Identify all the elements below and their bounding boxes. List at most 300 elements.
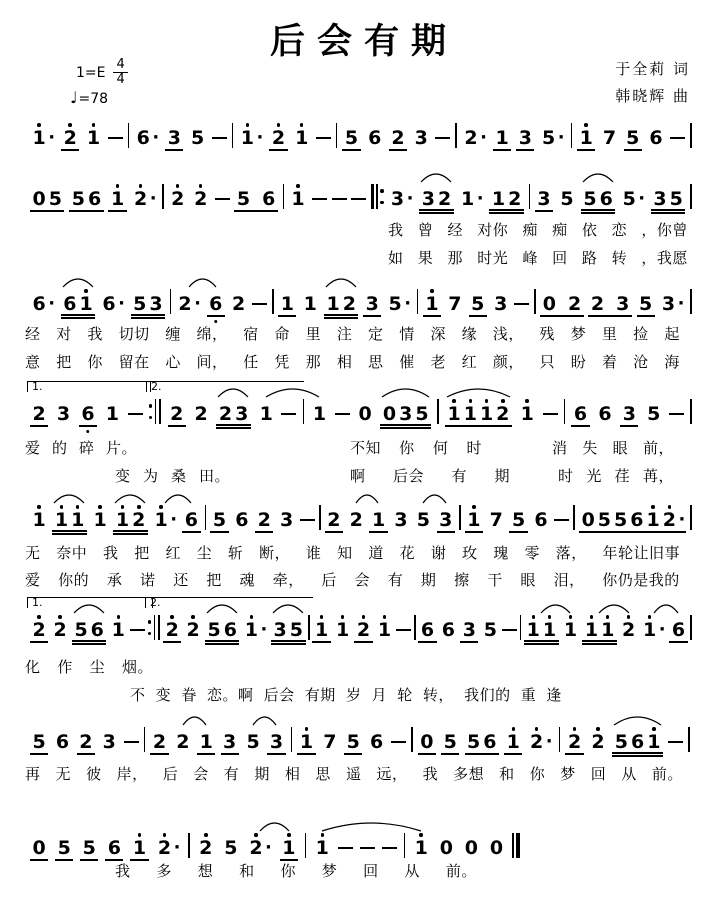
lyric-unit: 后会 [392, 467, 424, 485]
barline [688, 727, 690, 752]
note-group: 5 [483, 619, 497, 641]
note-group: 2 · [131, 184, 157, 209]
note-group: 2 [565, 727, 583, 755]
barline [162, 184, 164, 209]
lyric-unit: 恋 [611, 221, 628, 239]
lyric-unit: 消 [552, 439, 568, 457]
lyric-unit: 红 [461, 353, 478, 371]
volta-bracket: 1. [27, 597, 153, 608]
note-group: 3 [56, 403, 71, 425]
composer-credit: 韩晓辉 曲 [615, 87, 690, 105]
lyric-unit: 落， [555, 544, 587, 562]
note-row [30, 612, 692, 643]
volta-bracket: 1. [27, 381, 151, 392]
lyric-unit: 逢 [546, 686, 562, 704]
time-signature [113, 58, 127, 87]
note-group: 3 [535, 184, 553, 212]
lyric-unit: 轮 [397, 686, 413, 704]
dash [543, 413, 558, 415]
lyric-unit: 路 [581, 249, 598, 267]
note-group: 1 [412, 833, 430, 858]
note-group: 2 3 [588, 289, 631, 317]
barline [305, 833, 307, 858]
lyric-unit: 彼 [86, 765, 102, 783]
note-group: 5 [246, 731, 260, 753]
lyric-unit: 奈中 [56, 544, 88, 562]
lyric-unit: 眼 [520, 571, 536, 589]
dash [130, 629, 145, 631]
note-group: 2 [232, 293, 246, 315]
page-title: 后会有期 [269, 21, 458, 62]
lyric-row [130, 686, 562, 704]
lyric-unit: 从 [621, 765, 637, 783]
note-group: 2 [163, 615, 181, 643]
note-group: 1 [333, 615, 351, 640]
dash [391, 741, 406, 743]
note-group: 0 3 5 [380, 399, 431, 429]
lyric-unit: 桑 [170, 467, 187, 485]
note-group: 1 [259, 403, 273, 425]
note-group: 1 [303, 293, 317, 315]
note-group: 6 1 [61, 289, 95, 319]
lyric-unit: 谁 [305, 544, 322, 562]
note-group: 6 [534, 509, 548, 531]
lyric-unit: 作 [57, 658, 73, 676]
dash [300, 519, 315, 521]
note-group: 1 [293, 123, 311, 148]
lyric-unit: 海 [664, 353, 680, 371]
barline [690, 399, 692, 424]
lyric-unit: 尘 [89, 658, 106, 676]
lyric-unit: 把 [134, 544, 150, 562]
note-group: 2 [269, 123, 287, 151]
note-group: 2 · [247, 833, 273, 858]
lyric-unit: 颜， [492, 353, 524, 371]
barline [459, 505, 461, 530]
lyric-row [25, 353, 680, 371]
note-group: 6 · [32, 293, 56, 315]
lyric-row [25, 658, 153, 676]
dash [360, 847, 375, 849]
lyric-unit: 缘 [461, 325, 478, 343]
barline [529, 184, 531, 209]
dash [435, 137, 450, 139]
barline [170, 289, 172, 314]
note-group: 2 [184, 615, 202, 640]
note-group: 3 [437, 505, 455, 533]
lyric-unit: 前。 [651, 765, 683, 783]
lyric-unit: 爱 [25, 571, 41, 589]
barline-mark [158, 615, 161, 640]
volta-bracket: 2. [146, 381, 304, 392]
note-group: 1 [423, 289, 441, 317]
dash [108, 137, 123, 139]
note-group: 5 · [388, 293, 412, 315]
note-group: 3 [394, 509, 408, 531]
note-group: 1 [130, 833, 148, 861]
note-group: 3 [494, 293, 508, 315]
note-group: 2 · [155, 833, 181, 858]
barline [559, 727, 561, 752]
lyric-unit: 依 [581, 221, 598, 239]
lyric-unit: 多想 [453, 765, 485, 783]
note-group: 2 [169, 184, 187, 209]
barline [144, 727, 146, 752]
note-group: 6 [368, 127, 382, 149]
lyric-unit: 前。 [445, 862, 477, 880]
note-group: 5 [210, 505, 228, 533]
dash [382, 847, 397, 849]
lyric-unit: 牵， [272, 571, 304, 589]
lyric-unit: 回 [590, 765, 607, 783]
tempo-value: =78 [78, 91, 109, 107]
note-group: 1 2 [489, 184, 523, 214]
note-group: 1 [561, 615, 579, 640]
note-group: 6 [105, 833, 123, 861]
lyric-unit: 知 [337, 544, 353, 562]
lyric-unit: 再 [25, 765, 41, 783]
lyric-unit: 从 [404, 862, 421, 880]
note-group: 5 6 [205, 615, 239, 645]
slur-arcs [30, 817, 520, 833]
lyric-unit: 魂 [239, 571, 256, 589]
note-group: 1 [280, 833, 298, 861]
lyric-unit: 荏 [614, 467, 631, 485]
repeat-begin [371, 184, 384, 212]
lyric-unit: 峰 [522, 249, 538, 267]
music-line [30, 502, 692, 533]
lyric-unit: 相 [336, 353, 353, 371]
note-group: 3 · [661, 293, 685, 315]
note-group: 6 [207, 289, 225, 317]
lyric-unit: 我 [87, 325, 103, 343]
lyric-unit: 痴 [552, 221, 568, 239]
lyric-unit: 定 [368, 325, 384, 343]
lyric-unit: 转 [611, 249, 628, 267]
note-group: 1 [108, 184, 126, 212]
lyric-row [25, 765, 683, 783]
note-group: 2 [61, 123, 79, 151]
lyric-unit: 后会 [263, 686, 295, 704]
lyric-unit: 缠 [165, 325, 181, 343]
lyric-unit: 重 [520, 686, 537, 704]
note-group: 5 [441, 727, 459, 755]
lyric-unit: 起 [664, 325, 680, 343]
barline [690, 615, 692, 640]
note-group: 3 [414, 127, 428, 149]
barline-mark [159, 399, 162, 424]
note-group: 6 [370, 731, 384, 753]
lyric-unit: 碎 [78, 439, 95, 457]
note-row [30, 120, 692, 151]
note-group: 5 [416, 509, 430, 531]
dash [335, 413, 350, 415]
lyric-unit: 不 [130, 686, 146, 704]
lyric-unit: 有 [223, 765, 240, 783]
lyric-unit: 对你 [477, 221, 509, 239]
lyric-unit: 果 [417, 249, 434, 267]
lyric-unit: 着 [601, 353, 618, 371]
lyric-unit: 诺 [140, 571, 156, 589]
lyric-unit: 里 [305, 325, 322, 343]
lyric-unit: 你 [280, 862, 296, 880]
lyric-unit: 时光 [477, 249, 509, 267]
lyric-unit: 变 [155, 686, 172, 704]
note-group: 2 [168, 399, 186, 427]
note-row [30, 502, 692, 533]
note-group: 1 [197, 727, 215, 755]
lyric-unit: 梦 [560, 765, 576, 783]
dash [215, 198, 230, 200]
lyricist-credit: 于全莉 词 [615, 60, 690, 78]
barline [564, 399, 566, 424]
lyric-unit: 留在 [118, 353, 150, 371]
music-line [30, 724, 690, 755]
lyric-unit: 只 [539, 353, 556, 371]
lyric-unit: 宿 [243, 325, 259, 343]
lyric-unit: 思 [368, 353, 384, 371]
note-group: 1 · [242, 615, 268, 640]
lyric-unit: ，你曾 [641, 221, 688, 239]
note-group: 1 [278, 289, 296, 317]
lyric-row [350, 467, 510, 485]
lyric-unit: 眼 [612, 439, 629, 457]
lyric-unit: 失 [582, 439, 598, 457]
volta-bracket: 2. [145, 597, 313, 608]
barline-mark [516, 833, 520, 858]
note-group: 1 [84, 123, 102, 148]
lyric-unit: 恋。啊 [206, 686, 254, 704]
lyric-unit: 和 [499, 765, 515, 783]
lyric-unit: 眷 [181, 686, 197, 704]
lyric-unit: 的 [51, 439, 68, 457]
note-group: 3 [363, 289, 381, 317]
note-group: 1 [504, 727, 522, 755]
note-group: 7 [602, 127, 617, 149]
note-group: 2 [194, 403, 208, 425]
note-group: 1 [313, 833, 331, 858]
lyric-unit: 绵， [196, 325, 228, 343]
lyric-unit: 把 [56, 353, 72, 371]
note-group: 1 [369, 505, 387, 533]
note-group: 3 [102, 731, 116, 753]
lyric-unit: 有 [451, 467, 467, 485]
lyric-unit: 心 [165, 353, 181, 371]
music-line [30, 596, 692, 643]
note-group: 3 5 [651, 184, 685, 214]
barline-mark [154, 615, 156, 640]
lyric-unit: 变 [115, 467, 131, 485]
lyric-unit: 对 [56, 325, 72, 343]
lyric-unit: 凭 [274, 353, 290, 371]
music-line [30, 380, 692, 427]
lyric-unit: 经 [25, 325, 41, 343]
lyric-unit: 我 [115, 862, 131, 880]
lyric-unit: 那 [305, 353, 322, 371]
lyric-unit: 残 [539, 325, 556, 343]
barline [690, 289, 692, 314]
barline [404, 833, 406, 858]
lyric-unit: 如 [388, 249, 404, 267]
note-group: 6 [571, 399, 589, 427]
slur-arcs [30, 711, 690, 727]
repeat-end [148, 615, 161, 643]
lyric-unit: 还 [173, 571, 189, 589]
note-group: 5 [55, 833, 73, 861]
note-group: 5 [624, 123, 642, 151]
lyric-unit: 道 [368, 544, 384, 562]
meter-upper: 4 [113, 58, 127, 73]
lyric-unit: 你 [87, 353, 103, 371]
note-group: 5 [469, 289, 487, 317]
lyric-unit: 回 [552, 249, 568, 267]
note-group: 6 · [102, 293, 125, 315]
lyric-unit: 思 [315, 765, 331, 783]
lyric-unit: 多 [156, 862, 172, 880]
lyric-unit: 转， [422, 686, 454, 704]
note-group: 1 [312, 403, 327, 425]
lyric-row [115, 862, 477, 880]
lyric-unit: 任 [243, 353, 259, 371]
lyric-unit: 片。 [105, 439, 137, 457]
lyric-unit: 捡 [633, 325, 649, 343]
note-group: 1 · [238, 123, 264, 148]
lyric-row [350, 439, 482, 457]
lyric-unit: 红 [165, 544, 181, 562]
lyric-unit: 泪， [553, 571, 585, 589]
lyric-row [25, 325, 680, 343]
tonic-label: 1=E [76, 64, 106, 81]
lyric-unit: 那 [447, 249, 463, 267]
note-row [30, 286, 692, 317]
note-group: 2 [30, 615, 48, 643]
lyric-unit: 和 [239, 862, 255, 880]
lyric-unit: 我 [422, 765, 439, 783]
note-group: 1 [105, 403, 119, 425]
barline-mark [155, 399, 157, 424]
lyric-unit: 会 [193, 765, 209, 783]
note-group: 2 [589, 727, 607, 752]
lyric-unit: 有 [387, 571, 404, 589]
lyric-unit: 深 [430, 325, 446, 343]
note-group: 0 [358, 403, 372, 425]
note-group: 2 [197, 833, 215, 858]
note-group: 5 · [542, 127, 565, 149]
note-row [30, 396, 692, 427]
barline [437, 399, 439, 424]
music-line [30, 830, 520, 861]
note-group: 5 6 1 [612, 727, 663, 757]
lyric-unit: 断， [259, 544, 291, 562]
note-group: 2 3 [216, 399, 250, 429]
note-group: 7 [323, 731, 337, 753]
note-group: 1 [91, 505, 109, 530]
note-group: 1 [289, 184, 307, 209]
note-group: 1 · [152, 505, 178, 530]
dash [670, 137, 685, 139]
lyric-unit: 无 [55, 765, 72, 783]
lyric-row [25, 544, 680, 562]
note-group: 6 [441, 619, 456, 641]
dash [316, 137, 331, 139]
note-group: 2 [192, 184, 210, 209]
note-group: 3 [620, 399, 638, 427]
note-group: 0 [464, 837, 478, 859]
note-group: 1 2 [113, 505, 147, 535]
slur-arcs [30, 489, 692, 505]
lyric-unit: 痴 [522, 221, 538, 239]
lyric-unit: 为 [142, 467, 159, 485]
note-group: 2 [51, 615, 69, 640]
note-group: 1 · [30, 123, 56, 148]
note-group: 3 [279, 509, 294, 531]
lyric-unit: 你仍是我的 [602, 571, 680, 589]
note-group: 1 [30, 505, 48, 530]
lyric-row [388, 249, 688, 267]
note-group: 6 [235, 509, 249, 531]
note-group: 2 [349, 509, 363, 531]
note-group: 5 · [622, 188, 646, 210]
note-group: 1 · [641, 615, 667, 640]
lyric-unit: 化 [25, 658, 41, 676]
lyric-unit: ，我愿 [641, 249, 688, 267]
lyric-unit: 玫 [462, 544, 478, 562]
lyric-unit: 零 [524, 544, 541, 562]
lyric-unit: 远， [376, 765, 408, 783]
lyric-unit: 期 [254, 765, 270, 783]
note-group: 5 [344, 727, 362, 755]
note-group: 0 [489, 837, 504, 859]
lyric-unit: 何 [432, 439, 449, 457]
note-group: 2 · [528, 727, 554, 752]
note-group: 3 [460, 615, 478, 643]
lyric-row [115, 467, 230, 485]
note-group: 6 [182, 505, 200, 533]
lyric-unit: 想 [197, 862, 214, 880]
lyric-unit: 光 [586, 467, 602, 485]
barline [336, 123, 338, 148]
dash [669, 413, 684, 415]
lyric-unit: 后 [162, 765, 179, 783]
lyric-unit: 有期 [304, 686, 336, 704]
lyric-unit: 我们的 [464, 686, 511, 704]
dash [668, 741, 683, 743]
note-group: 5 [509, 505, 527, 533]
lyric-unit: 注 [336, 325, 353, 343]
lyric-unit: 不知 [350, 439, 382, 457]
lyric-row [25, 439, 137, 457]
barline [232, 123, 234, 148]
note-group: 2 [354, 615, 372, 643]
lyric-row [25, 571, 680, 589]
barline [283, 184, 285, 209]
note-group: 1 [375, 615, 393, 640]
meter-lower: 4 [116, 72, 125, 87]
barline [534, 289, 536, 314]
note-group: 5 [30, 727, 48, 755]
lyric-unit: 盼 [570, 353, 587, 371]
dash [554, 519, 569, 521]
lyric-unit: 时 [466, 439, 482, 457]
note-group: 7 [489, 509, 503, 531]
lyric-unit: 把 [206, 571, 222, 589]
lyric-unit: 尘 [196, 544, 213, 562]
lyric-unit: 浅， [492, 325, 524, 343]
note-group: 0 [439, 837, 453, 859]
note-group: 5 [647, 403, 661, 425]
lyric-unit: 苒， [642, 467, 674, 485]
barline-mark [512, 833, 514, 858]
